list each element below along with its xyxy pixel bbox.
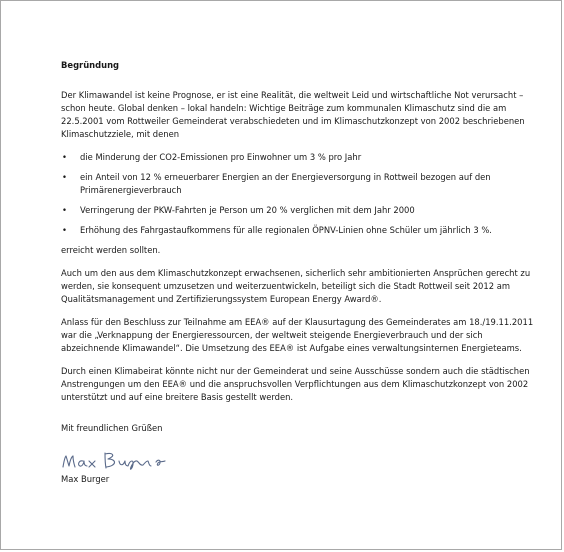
list-item-text: Erhöhung des Fahrgastaufkommens für alle regionalen ÖPNV-Linien ohne Schüler um jährlich 3 %. <box>80 225 492 235</box>
closing-salutation: Mit freundlichen Grüßen <box>61 423 163 433</box>
letter-body <box>61 59 541 486</box>
intro-paragraph: Der Klimawandel ist keine Prognose, er ist eine Realität, die weltweit Leid und wirtschaftliche Not verursacht – schon heute. Global denken – lokal handeln: Wichtige Beiträge zum kommunalen Klimaschutz sind die am 22.5.2001 vom Rottweiler Gemeinderat verabschiedeten und im Klimaschutzkonzept von 2002 beschriebenen Klimaschutzziele, mit denen <box>61 90 525 139</box>
bullet-icon: • <box>62 225 67 235</box>
signer-name: Max Burger <box>61 474 110 484</box>
paragraph-eea-participation: Auch um den aus dem Klimaschutzkonzept erwachsenen, sicherlich sehr ambitionierten Ansprüchen gerecht zu werden, sie konsequent umzusetzen und weiterzuentwickeln, beteiligt sich die Stadt Rottweil seit 2012 am Qualitätsmanagement und Zertifizierungssystem European Energy Award®. <box>61 268 531 304</box>
bullet-icon: • <box>62 205 67 215</box>
list-item <box>61 151 541 164</box>
bullet-icon: • <box>62 172 67 182</box>
bullet-icon: • <box>62 152 67 162</box>
paragraph-eea-reason: Anlass für den Beschluss zur Teilnahme am EEA® auf der Klausurtagung des Gemeinderates am 18./19.11.2011 war die „Verknappung der Energieressourcen, der weltweit steigende Energieverbrauch und der sich abzeichnende Klimawandel“. Die Umsetzung des EEA® ist Aufgabe eines verwaltungsinternen Energieteams. <box>61 317 534 353</box>
paragraph-climate-council: Durch einen Klimabeirat könnte nicht nur der Gemeinderat und seine Ausschüsse sondern auch die städtischen Anstrengungen um den EEA® und die anspruchsvollen Verpflichtungen aus dem Klimaschutzkonzept von 2002 unterstützt und auf eine breitere Basis gestellt werden. <box>61 366 530 402</box>
list-item-text: die Minderung der CO2-Emissionen pro Einwohner um 3 % pro Jahr <box>80 152 362 162</box>
goals-list <box>61 151 541 237</box>
list-item <box>61 204 541 217</box>
list-item-text: Verringerung der PKW-Fahrten je Person um 20 % verglichen mit dem Jahr 2000 <box>80 205 415 215</box>
handwritten-signature <box>61 447 201 473</box>
list-item <box>61 171 541 197</box>
list-item-text: ein Anteil von 12 % erneuerbarer Energien an der Energieversorgung in Rottweil bezogen auf den Primärenergieverbrauch <box>80 172 491 195</box>
after-list-text: erreicht werden sollten. <box>61 245 161 255</box>
list-item <box>61 224 541 237</box>
section-heading: Begründung <box>61 60 120 70</box>
